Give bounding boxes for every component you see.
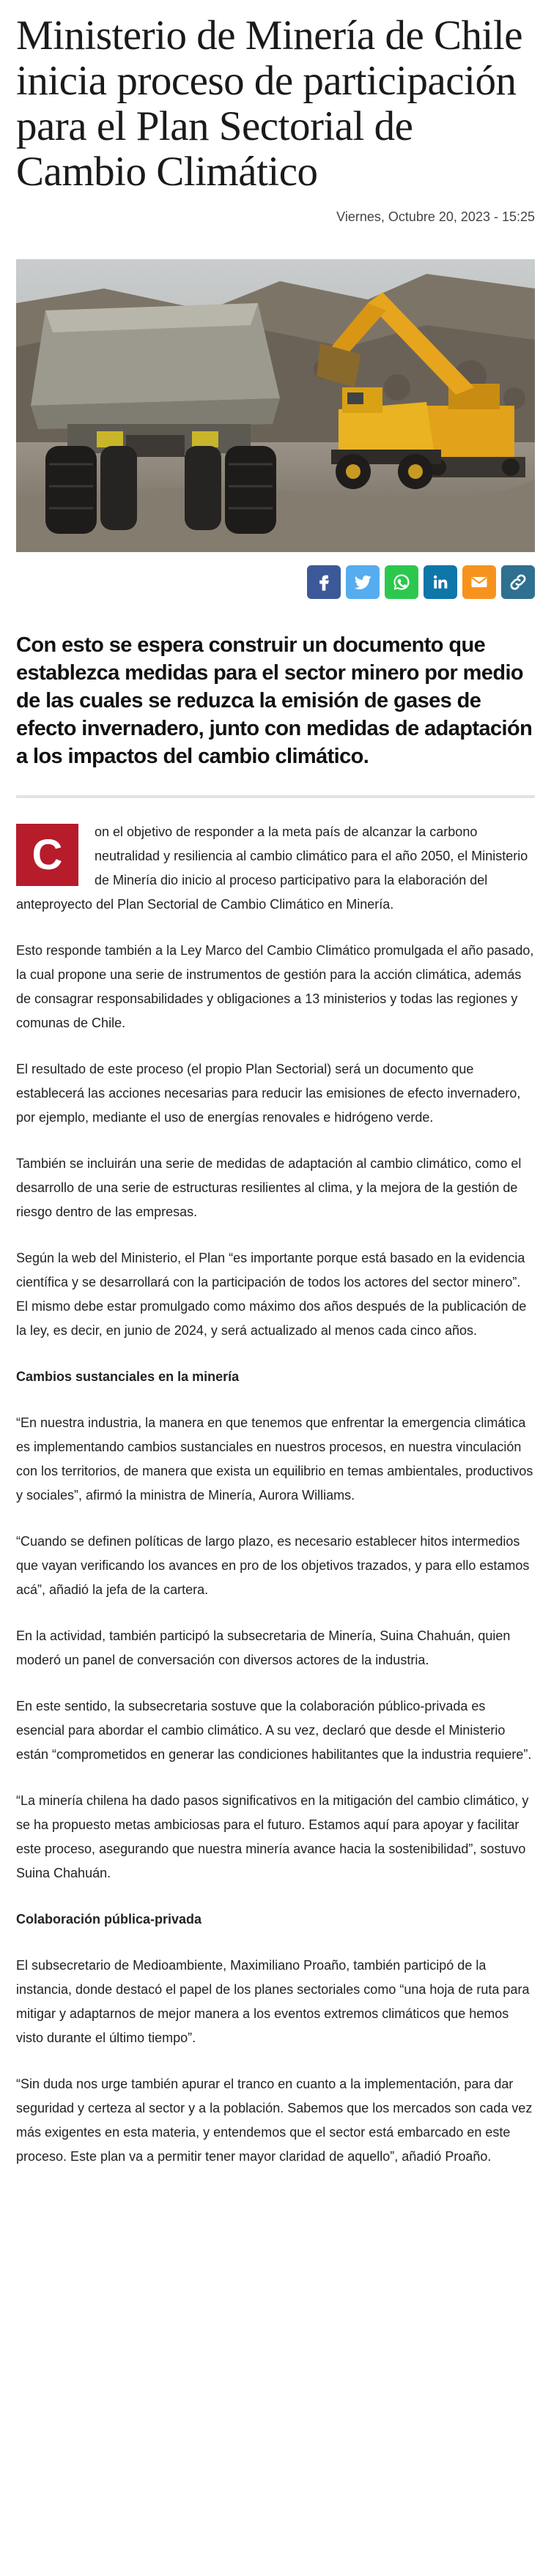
paragraph: También se incluirán una serie de medidas de adaptación al cambio climático, como el desarrollo de una serie de estructuras resilientes al clima, y la mejora de la gestión de riesgo dentro de las empresas. <box>16 1156 522 1219</box>
paragraph: “Sin duda nos urge también apurar el tranco en cuanto a la implementación, para dar seguridad y certeza al sector y a la población. Sabemos que los mercados son cada vez más exigentes en esta materia, y entendemos que el sector está embarcado en este proceso. Este plan va a permitir tener mayor claridad de aquello”, añadió Proaño. <box>16 2077 533 2164</box>
subheading: Cambios sustanciales en la minería <box>16 1369 240 1384</box>
article-lead: Con esto se espera construir un documento que establezca medidas para el sector minero por medio de las cuales se reduzca la emisión de gases de efecto invernadero, junto con medidas de adaptación a los impactos del cambio climático. <box>16 633 533 768</box>
article-date: Viernes, Octubre 20, 2023 - 15:25 <box>336 209 535 224</box>
copy-link-button[interactable] <box>501 565 535 599</box>
dropcap: C <box>16 824 78 886</box>
paragraph <box>16 820 535 917</box>
email-icon <box>469 572 489 592</box>
share-whatsapp-button[interactable] <box>385 565 418 599</box>
article-title: Ministerio de Minería de Chile inicia proceso de participación para el Plan Sectorial de Cambio Climático <box>16 12 523 195</box>
hero-image <box>16 259 535 552</box>
paragraph: En este sentido, la subsecretaria sostuve que la colaboración público-privada es esencial para abordar el cambio climático. A su vez, declaró que desde el Ministerio están “comprometidos en generar las condiciones habilitantes que la industria requiere”. <box>16 1699 532 1762</box>
facebook-icon <box>314 572 334 592</box>
paragraph: En la actividad, también participó la subsecretaria de Minería, Suina Chahuán, quien moderó un panel de conversación con diversos actores de la industria. <box>16 1628 511 1667</box>
linkedin-icon <box>431 573 450 592</box>
paragraph: “Cuando se definen políticas de largo plazo, es necesario establecer hitos intermedios que vayan verificando los avances en pro de los objetivos trazados, y para ello estamos acá”, añadió la jefa de la cartera. <box>16 1534 530 1597</box>
paragraph-text: on el objetivo de responder a la meta país de alcanzar la carbono neutralidad y resiliencia al cambio climático para el año 2050, el Ministerio de Minería dio inicio al proceso participativo para la elaboración del anteproyecto del Plan Sectorial de Cambio Climático en Minería. <box>16 824 528 912</box>
paragraph: “En nuestra industria, la manera en que tenemos que enfrentar la emergencia climática es implementando cambios sustanciales en nuestros procesos, en nuestra vinculación con los territorios, de manera que exista un equilibrio en temas ambientales, productivos y sociales”, afirmó la ministra de Minería, Aurora Williams. <box>16 1415 533 1503</box>
share-twitter-button[interactable] <box>346 565 380 599</box>
article-body <box>16 820 535 2169</box>
share-linkedin-button[interactable] <box>424 565 457 599</box>
share-facebook-button[interactable] <box>307 565 341 599</box>
twitter-icon <box>352 572 373 592</box>
divider <box>16 795 535 798</box>
share-bar <box>16 565 535 609</box>
paragraph: El resultado de este proceso (el propio Plan Sectorial) será un documento que establecerá las acciones necesarias para reducir las emisiones de efecto invernadero, por ejemplo, mediante el uso de energías renovales e hidrógeno verde. <box>16 1062 521 1125</box>
whatsapp-icon <box>391 572 412 592</box>
paragraph: Según la web del Ministerio, el Plan “es importante porque está basado en la evidencia científica y se desarrollará con la participación de todos los actores del sector minero”. El mismo debe estar promulgado como máximo dos años después de la publicación de la ley, es decir, en junio de 2024, y será actualizado al menos cada cinco años. <box>16 1251 527 1338</box>
share-email-button[interactable] <box>462 565 496 599</box>
paragraph: Esto responde también a la Ley Marco del Cambio Climático promulgada el año pasado, la cual propone una serie de instrumentos de gestión para la acción climática, además de consagrar responsabilidades y obligaciones a 13 ministerios y todas las regiones y comunas de Chile. <box>16 943 534 1030</box>
paragraph: El subsecretario de Medioambiente, Maximiliano Proaño, también participó de la instancia, donde destacó el papel de los planes sectoriales como “una hoja de ruta para mitigar y adaptarnos de mejor manera a los eventos extremos climáticos que hemos visto durante el último tiempo”. <box>16 1958 530 2045</box>
link-icon <box>508 572 528 592</box>
mining-trucks-illustration <box>16 259 535 552</box>
subheading: Colaboración pública-privada <box>16 1912 202 1927</box>
paragraph: “La minería chilena ha dado pasos significativos en la mitigación del cambio climático, y se ha propuesto metas ambiciosas para el futuro. Estamos aquí para apoyar y facilitar este proceso, asegurando que nuestra minería avance hacia la sostenibilidad”, sostuvo Suina Chahuán. <box>16 1793 529 1880</box>
article <box>16 0 535 2191</box>
